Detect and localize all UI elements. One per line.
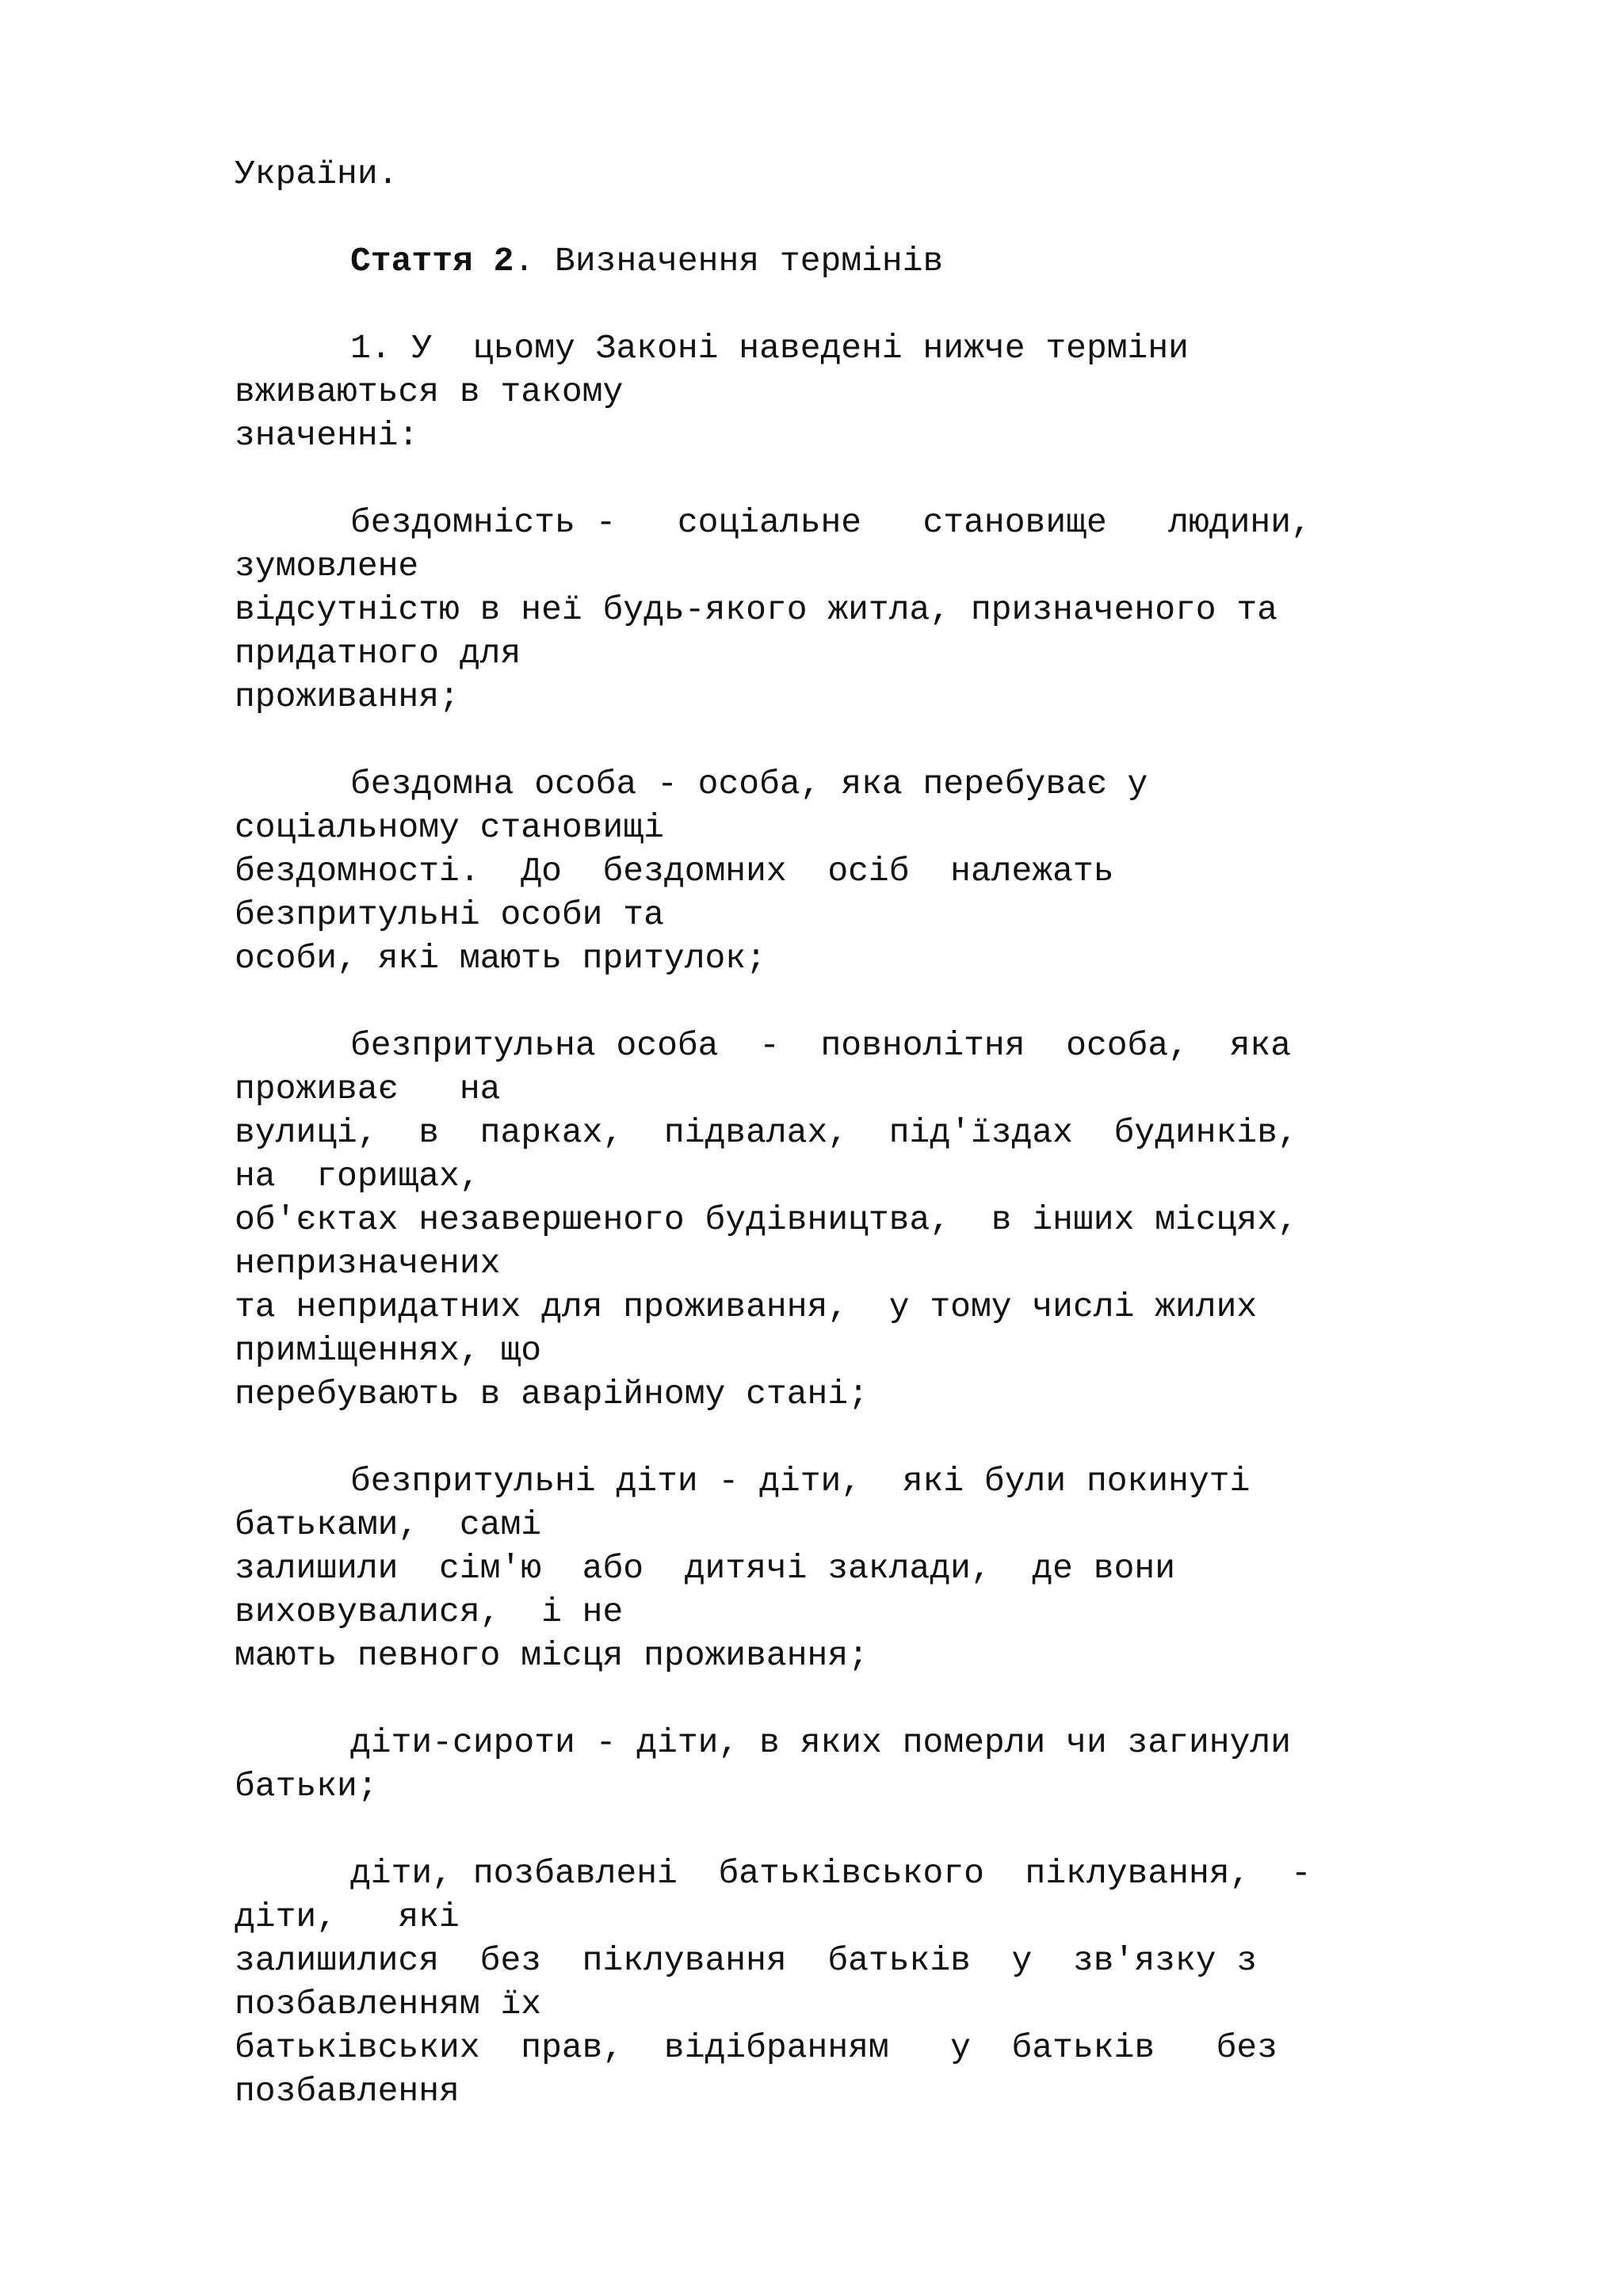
text-line: залишили сім'ю або дитячі заклади, де вони xyxy=(235,1549,1175,1588)
text-line: та непридатних для проживання, у тому числі жилих xyxy=(235,1287,1258,1326)
article-label: Стаття 2 xyxy=(350,242,514,280)
paragraph-gap xyxy=(235,980,1518,1024)
text-line: приміщеннях, що xyxy=(235,1331,542,1370)
text-line: придатного для xyxy=(235,634,521,673)
text-line: проживання; xyxy=(235,677,460,716)
text-line: зумовлене xyxy=(235,547,419,585)
line-text: бездомність - соціальне становище людини, xyxy=(350,503,1312,542)
paragraph-bezprytulna-osoba xyxy=(235,1024,1518,1416)
article-heading xyxy=(235,239,1518,283)
text-line: виховувалися, і не xyxy=(235,1592,624,1631)
article-title: Визначення термінів xyxy=(534,242,944,280)
text-line: проживає на xyxy=(235,1070,501,1108)
paragraph-dity-syroty xyxy=(235,1721,1518,1808)
line-text: безпритульна особа - повнолітня особа, яка xyxy=(350,1026,1291,1065)
line-text: діти-сироти - діти, в яких померли чи загинули xyxy=(350,1723,1291,1762)
document-body xyxy=(235,152,1518,2113)
text-line: позбавлення xyxy=(235,2072,460,2111)
text-line xyxy=(235,326,1518,370)
text-line: непризначених xyxy=(235,1244,501,1283)
line-text: діти, позбавлені батьківського піклування, - xyxy=(350,1854,1312,1893)
paragraph-intro xyxy=(235,326,1518,457)
line-text: 1. У цьому Законі наведені нижче терміни xyxy=(350,329,1189,368)
article-punctuation: . xyxy=(514,242,535,280)
text-line: соціальному становищі xyxy=(235,808,664,847)
text-line xyxy=(235,1459,1518,1503)
paragraph-bezdomna-osoba xyxy=(235,762,1518,980)
paragraph-gap xyxy=(235,1677,1518,1721)
paragraph-gap xyxy=(235,283,1518,326)
paragraph-bezprytulni-dity xyxy=(235,1459,1518,1677)
text-line xyxy=(235,1852,1518,1895)
text-line: діти, які xyxy=(235,1897,460,1936)
paragraph-gap xyxy=(235,1416,1518,1459)
text-line: відсутністю в неї будь-якого житла, призначеного та xyxy=(235,590,1278,629)
text-line xyxy=(235,1721,1518,1764)
paragraph-gap xyxy=(235,1808,1518,1852)
text-line xyxy=(235,501,1518,544)
line-text: безпритульні діти - діти, які були покинуті xyxy=(350,1462,1251,1501)
text-line: батьки; xyxy=(235,1767,378,1806)
text-line: батьками, самі xyxy=(235,1505,542,1544)
text-line: батьківських прав, відібранням у батьків без xyxy=(235,2028,1278,2067)
text-line xyxy=(235,1024,1518,1067)
text-line: на горищах, xyxy=(235,1157,480,1196)
paragraph-gap xyxy=(235,719,1518,762)
paragraph-gap xyxy=(235,196,1518,239)
paragraph-dity-pozbavleni xyxy=(235,1852,1518,2113)
text-line: особи, які мають притулок; xyxy=(235,939,766,978)
text-line: вживаються в такому xyxy=(235,372,624,411)
text-line: вулиці, в парках, підвалах, під'їздах будинків, xyxy=(235,1113,1298,1152)
text-line: позбавленням їх xyxy=(235,1985,542,2023)
text-line: мають певного місця проживання; xyxy=(235,1636,869,1675)
text-line: безпритульні особи та xyxy=(235,895,664,934)
text-line: перебувають в аварійному стані; xyxy=(235,1375,869,1413)
text-line: залишилися без піклування батьків у зв'язку з xyxy=(235,1941,1258,1980)
text-line xyxy=(235,762,1518,806)
paragraph-bezdomnist xyxy=(235,501,1518,719)
text-line: бездомності. До бездомних осіб належать xyxy=(235,852,1114,891)
text-line: об'єктах незавершеного будівництва, в інших місцях, xyxy=(235,1200,1298,1239)
paragraph-gap xyxy=(235,457,1518,501)
opening-line: України. xyxy=(235,154,399,193)
line-text: бездомна особа - особа, яка перебуває у xyxy=(350,765,1148,803)
text-line: значенні: xyxy=(235,416,419,455)
